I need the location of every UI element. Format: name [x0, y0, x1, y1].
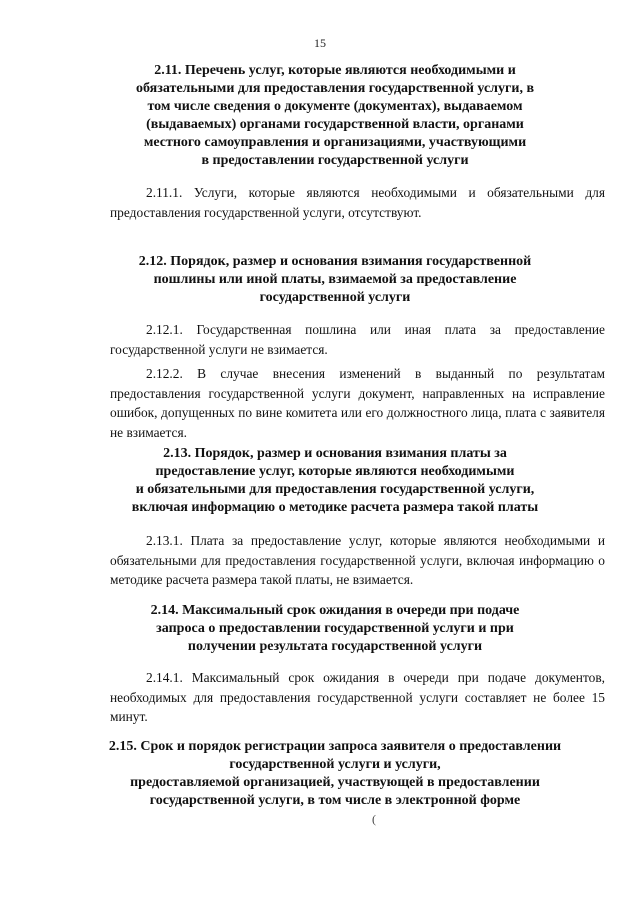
heading-line: предоставление услуг, которые являются необходимыми — [155, 464, 515, 479]
paragraph-2-12-2: 2.12.2. В случае внесения изменений в выданный по результатам предоставления государственной услуги документ, направленных на исправление ошибок, допущенных по вине комитета или его должностного лица, плата с заявителя не взимается. — [110, 366, 605, 440]
heading-line: государственной услуги, в том числе в электронной форме — [149, 793, 521, 808]
heading-line: в предоставлении государственной услуги — [201, 153, 469, 168]
heading-line: местного самоуправления и организациями, участвующими — [143, 135, 527, 150]
heading-line: 2.14. Максимальный срок ожидания в очереди при подаче — [150, 603, 520, 618]
heading-line: пошлины или иной платы, взимаемой за предоставление — [153, 272, 517, 287]
paragraph-2-11-1: 2.11.1. Услуги, которые являются необходимыми и обязательными для предоставления государственной услуги, отсутствуют. — [110, 185, 605, 220]
heading-line: предоставляемой организацией, участвующей в предоставлении — [130, 775, 540, 790]
paragraph-2-13-1: 2.13.1. Плата за предоставление услуг, которые являются необходимыми и обязательными для предоставления государственной услуги, включая информацию о методике расчета размера такой платы, не взимается. — [110, 533, 605, 587]
heading-line: том числе сведения о документе (документах), выдаваемом — [147, 99, 523, 114]
heading-line: обязательными для предоставления государственной услуги, в — [135, 81, 535, 96]
section-2-14-heading — [100, 602, 570, 656]
heading-line: запроса о предоставлении государственной услуги и при — [156, 621, 514, 636]
heading-line: включая информацию о методике расчета размера такой платы — [131, 500, 539, 515]
section-2-12-heading — [100, 253, 570, 307]
heading-line: 2.15. Срок и порядок регистрации запроса заявителя о предоставлении — [108, 739, 562, 754]
page-number: 15 — [314, 36, 326, 50]
section-2-13-heading — [100, 445, 570, 517]
heading-line: получении результата государственной услуги — [187, 639, 483, 654]
footer-mark: ( — [372, 812, 376, 826]
heading-line: государственной услуги и услуги, — [229, 757, 441, 772]
paragraph-2-12-1: 2.12.1. Государственная пошлина или иная плата за предоставление государственной услуги не взимается. — [110, 322, 605, 357]
heading-line: государственной услуги — [259, 290, 411, 305]
heading-line: 2.12. Порядок, размер и основания взимания государственной — [138, 254, 532, 269]
heading-line: и обязательными для предоставления государственной услуги, — [135, 482, 535, 497]
section-2-15-heading — [92, 738, 578, 810]
paragraph-2-14-1: 2.14.1. Максимальный срок ожидания в очереди при подаче документов, необходимых для предоставления государственной услуги составляет не более 15 минут. — [110, 670, 605, 724]
heading-line: 2.11. Перечень услуг, которые являются необходимыми и — [154, 63, 516, 78]
heading-line: 2.13. Порядок, размер и основания взимания платы за — [163, 446, 507, 461]
heading-line: (выдаваемых) органами государственной власти, органами — [146, 117, 524, 132]
section-2-11-heading — [100, 62, 570, 170]
